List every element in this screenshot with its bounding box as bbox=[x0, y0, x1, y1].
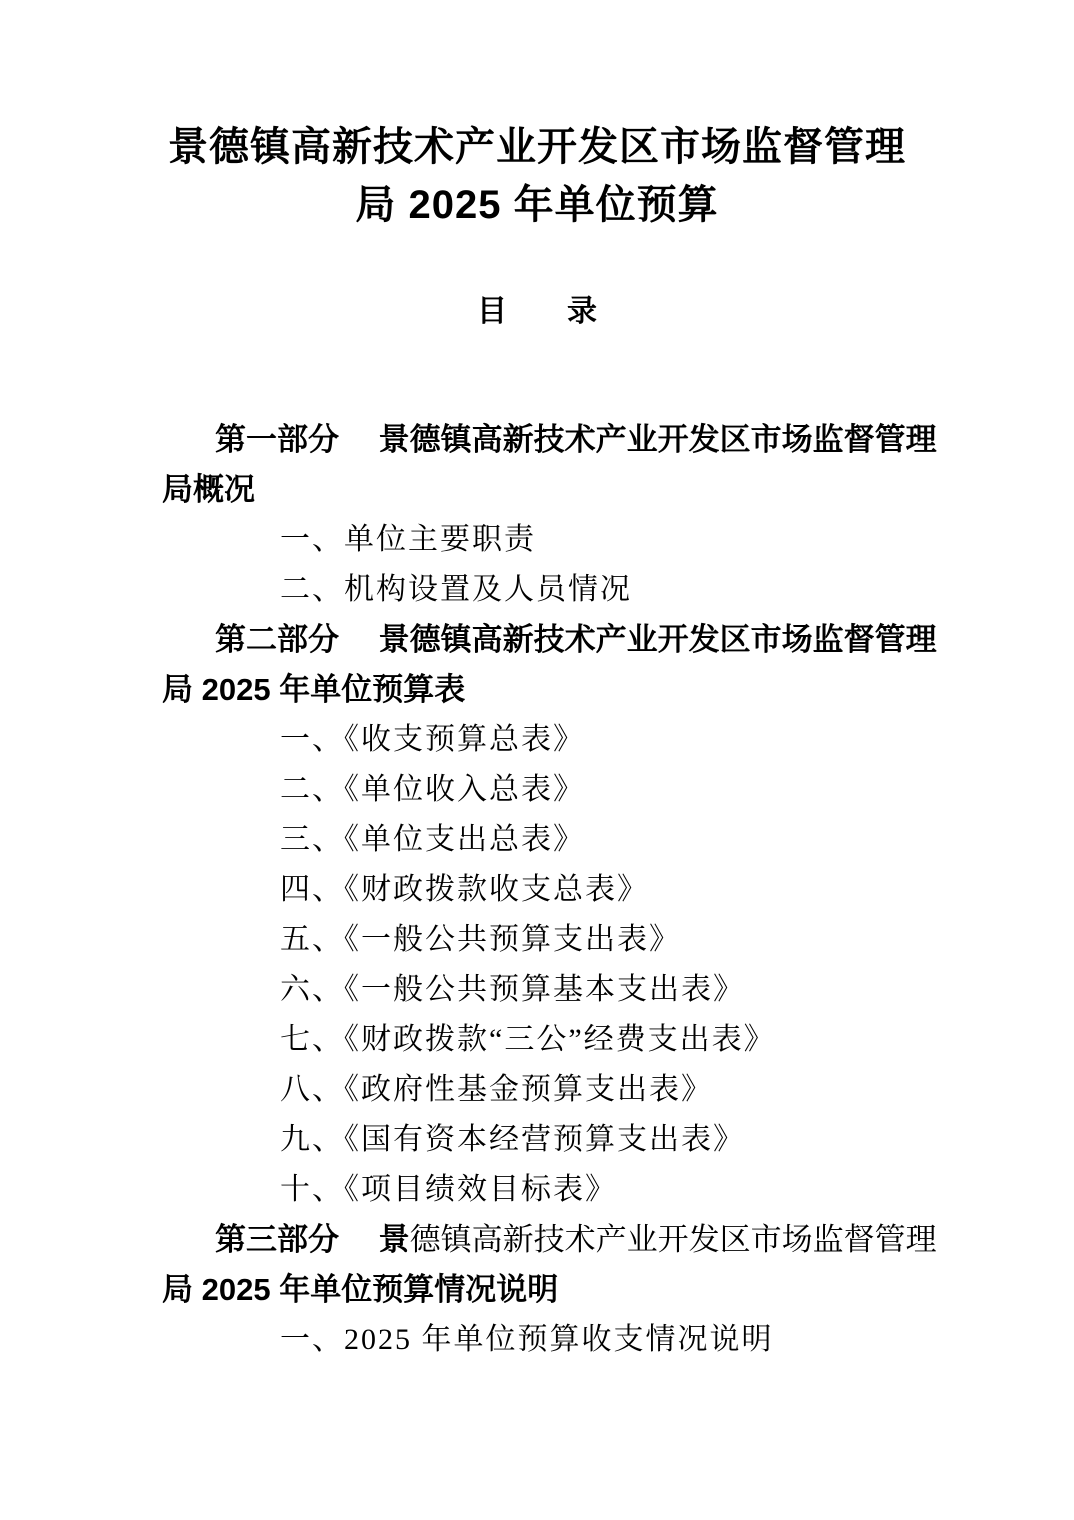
part2-item-3: 三、《单位支出总表》 bbox=[280, 823, 585, 856]
part2-heading-line2: 局 2025 年单位预算表 bbox=[162, 672, 466, 707]
part2-item-6: 六、《一般公共预算基本支出表》 bbox=[280, 973, 745, 1006]
part2-item-1: 一、《收支预算总表》 bbox=[280, 723, 585, 756]
part2-item-8: 八、《政府性基金预算支出表》 bbox=[280, 1073, 713, 1106]
part1-item-1: 一、单位主要职责 bbox=[280, 523, 536, 556]
part2-item-4: 四、《财政拨款收支总表》 bbox=[280, 873, 649, 906]
part2-item-9: 九、《国有资本经营预算支出表》 bbox=[280, 1123, 745, 1156]
part2-item-5: 五、《一般公共预算支出表》 bbox=[280, 923, 681, 956]
part1-heading-line2: 局概况 bbox=[162, 472, 255, 507]
part1-heading-line1: 第一部分 景德镇高新技术产业开发区市场监督管理 bbox=[215, 422, 937, 457]
document-title bbox=[162, 118, 912, 234]
part2-item-7: 七、《财政拨款“三公”经费支出表》 bbox=[280, 1023, 776, 1056]
part2-heading-line1: 第二部分 景德镇高新技术产业开发区市场监督管理 bbox=[215, 622, 937, 657]
part3-item-1: 一、2025 年单位预算收支情况说明 bbox=[280, 1323, 774, 1356]
part3-heading-line2: 局 2025 年单位预算情况说明 bbox=[162, 1272, 559, 1307]
document-title-line2: 局 2025 年单位预算 bbox=[355, 183, 719, 227]
part2-item-2: 二、《单位收入总表》 bbox=[280, 773, 585, 806]
part1-item-2: 二、机构设置及人员情况 bbox=[280, 573, 632, 606]
toc-heading: 目 录 bbox=[477, 295, 597, 328]
part3-heading-bold-prefix: 第三部分 景 bbox=[215, 1222, 410, 1257]
toc-body bbox=[162, 415, 937, 1365]
document-title-line1: 景德镇高新技术产业开发区市场监督管理 bbox=[168, 125, 906, 169]
part3-heading-regular-segment: 德镇高新技术产业开发区市场监督管理 bbox=[409, 1222, 937, 1257]
part3-heading-line1 bbox=[162, 1215, 937, 1265]
part2-item-10: 十、《项目绩效目标表》 bbox=[280, 1173, 617, 1206]
